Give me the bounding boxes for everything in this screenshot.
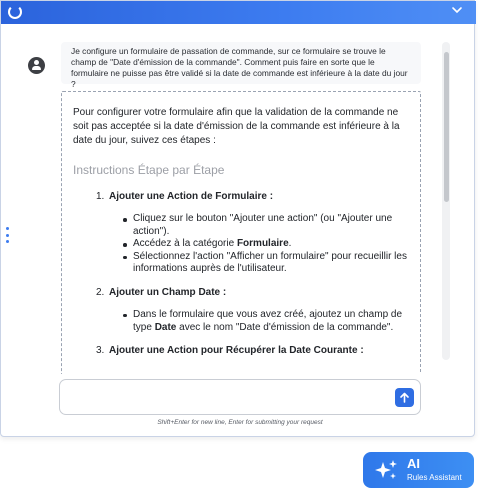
bullet-item: Dans le formulaire que vous avez créé, ajoutez un champ de type Date avec le nom "Date d'émission de la commande". xyxy=(121,309,409,334)
step-number: 1. xyxy=(96,191,105,202)
badge-subtitle: Rules Assistant xyxy=(407,473,462,482)
step-title: Ajouter une Action de Formulaire : xyxy=(109,191,274,202)
step-title: Ajouter une Action pour Récupérer la Date Courante : xyxy=(109,345,364,357)
bullet-item: Cliquez sur le bouton "Ajouter une action" (ou "Ajouter une action"). xyxy=(121,213,409,238)
user-avatar-icon xyxy=(28,57,45,74)
assistant-answer xyxy=(61,91,421,374)
panel-titlebar xyxy=(1,1,476,24)
chat-scrollbar-thumb[interactable] xyxy=(444,52,449,202)
answer-intro: Pour configurer votre formulaire afin que la validation de la commande ne soit pas acceptée si la date d'émission de la commande est inférieure à la date du jour, suivez ces étapes : xyxy=(73,107,400,146)
step-title: Ajouter un Champ Date : xyxy=(109,286,227,298)
step-bullets xyxy=(121,309,409,334)
input-hint: Shift+Enter for new line, Enter for submitting your request xyxy=(157,419,323,426)
loading-spinner-icon xyxy=(8,5,22,19)
step-number: 3. xyxy=(96,345,105,357)
chat-thread xyxy=(1,24,476,374)
user-message: Je configure un formulaire de passation de commande, sur ce formulaire se trouve le champ de "Date d'émission de la commande". Comment puis faire en sorte que le formulaire ne puisse pas être validé si la date de commande est inférieure à la date du jour ? xyxy=(61,42,421,84)
step-item xyxy=(96,190,409,203)
steps-list xyxy=(73,190,409,357)
message-input-box[interactable] xyxy=(59,379,421,415)
step-item xyxy=(96,286,409,299)
badge-title: AI xyxy=(407,456,420,471)
message-input[interactable] xyxy=(68,388,386,408)
ai-rules-assistant-button[interactable] xyxy=(363,452,474,488)
answer-heading: Instructions Étape par Étape xyxy=(73,163,225,177)
arrow-up-icon xyxy=(395,388,414,407)
step-bullets xyxy=(121,213,409,276)
send-button[interactable] xyxy=(395,388,414,407)
step-item xyxy=(96,344,409,357)
step-number: 2. xyxy=(96,286,105,298)
chevron-down-icon[interactable] xyxy=(450,4,464,18)
sparkles-icon xyxy=(373,458,399,482)
bullet-item: Accédez à la catégorie Formulaire. xyxy=(121,238,409,251)
bullet-item: Sélectionnez l'action "Afficher un formulaire" pour recueillir les informations auprès de l'utilisateur. xyxy=(121,251,409,276)
